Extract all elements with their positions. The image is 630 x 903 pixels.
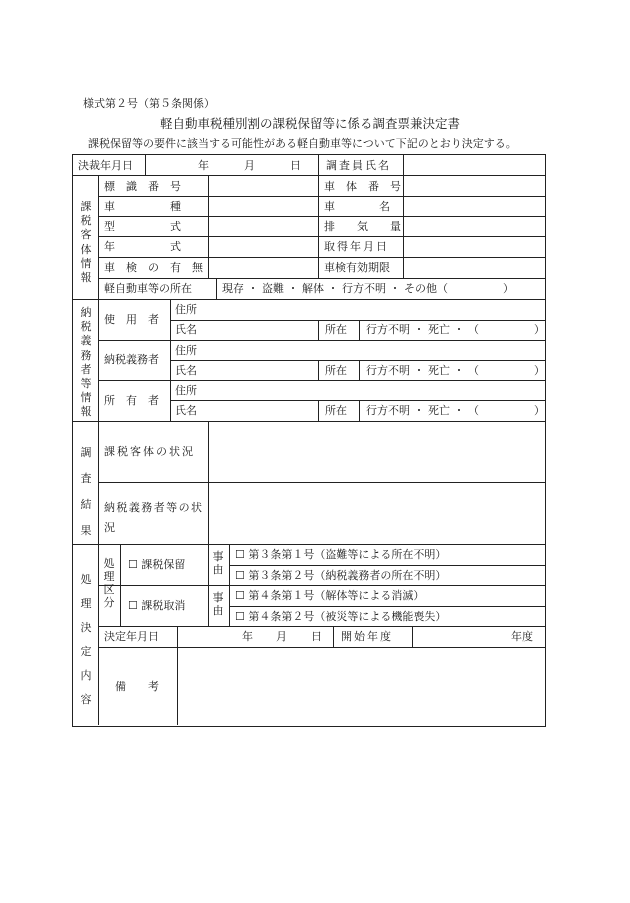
owner-status-options[interactable]: 行方不明 ・ 死亡 ・ （ ）	[366, 404, 545, 417]
processing-month-label: 月	[276, 630, 287, 643]
user-address-label: 住所	[175, 303, 197, 316]
decision-date-label: 決裁年月日	[78, 159, 133, 172]
processing-section-label: 処理決定内容	[80, 573, 92, 706]
year-label: 年	[198, 159, 209, 172]
fiscal-year-label: 年度	[511, 630, 533, 643]
taxpayer-name-label: 氏名	[175, 364, 197, 377]
reason-4-label: 第４条第２号（被災等による機能喪失）	[248, 610, 447, 623]
reason-option-2[interactable]	[235, 569, 446, 582]
reason-option-3[interactable]	[235, 589, 424, 602]
reason-3-label: 第４条第１号（解体等による消滅）	[248, 589, 425, 602]
displacement-label: 排 気 量	[324, 220, 401, 233]
location-label: 軽自動車等の所在	[104, 282, 192, 295]
taxpayer-whereabouts-label: 所在	[325, 364, 347, 377]
reason-1-label: 第３条第１号（盗難等による所在不明）	[248, 548, 447, 561]
survey-section-label: 調査結果	[80, 446, 92, 537]
reason-2-checkbox[interactable]: ☐	[235, 569, 245, 582]
owner-name-label: 氏名	[175, 404, 197, 417]
inspection-label: 車 検 の 有 無	[104, 261, 203, 274]
year-type-label: 年 式	[104, 240, 181, 253]
tax-hold-checkbox[interactable]: ☐	[128, 558, 138, 571]
user-whereabouts-label: 所在	[325, 323, 347, 336]
taxpayer-status-label: 納税義務者等の状況	[104, 501, 202, 534]
reason-option-1[interactable]	[235, 548, 446, 561]
vehicle-kind-label: 車 種	[104, 200, 181, 213]
hold-reason-label: 事由	[212, 550, 224, 576]
day-label: 日	[290, 159, 301, 172]
cancel-reason-label: 事由	[212, 591, 224, 617]
object-status-field[interactable]	[210, 423, 544, 481]
location-options[interactable]: 現存 ・ 盗難 ・ 解体 ・ 行方不明 ・ その他（ ）	[222, 282, 514, 295]
tax-hold-label: 課税保留	[141, 558, 186, 571]
remarks-field[interactable]	[179, 649, 544, 724]
page-subtitle: 課税保留等の要件に該当する可能性がある軽自動車等について下記のとおり決定する。	[88, 137, 517, 150]
reason-1-checkbox[interactable]: ☐	[235, 548, 245, 561]
owner-address-label: 住所	[175, 384, 197, 397]
reason-3-checkbox[interactable]: ☐	[235, 589, 245, 602]
form-number: 様式第２号（第５条関係）	[83, 97, 215, 110]
taxpayer-address-label: 住所	[175, 344, 197, 357]
body-number-label: 車 体 番 号	[324, 180, 401, 193]
inspection-expiry-label: 車検有効期限	[324, 261, 390, 274]
processing-decision-date-label: 決定年月日	[104, 630, 159, 643]
sign-number-label: 標 識 番 号	[104, 180, 181, 193]
category-label: 処理区分	[103, 557, 115, 609]
investigator-label: 調査員氏名	[326, 159, 391, 172]
object-status-label: 課税客体の状況	[104, 445, 195, 458]
processing-day-label: 日	[311, 630, 322, 643]
investigator-name-field[interactable]	[405, 156, 543, 174]
processing-year-label: 年	[242, 630, 253, 643]
tax-cancel-checkbox[interactable]: ☐	[128, 599, 138, 612]
tax-cancel-label: 課税取消	[141, 599, 186, 612]
month-label: 月	[244, 159, 255, 172]
vehicle-section-label: 課税客体情報	[80, 200, 92, 285]
reason-4-checkbox[interactable]: ☐	[235, 610, 245, 623]
taxpayer-status-field[interactable]	[210, 484, 544, 543]
tax-cancel-option[interactable]	[128, 599, 185, 612]
owner-whereabouts-label: 所在	[325, 404, 347, 417]
start-year-label: 開始年度	[341, 630, 393, 643]
user-name-label: 氏名	[175, 323, 197, 336]
tax-hold-option[interactable]	[128, 558, 185, 571]
user-label: 使 用 者	[104, 313, 159, 326]
taxpayer-status-options[interactable]: 行方不明 ・ 死亡 ・ （ ）	[366, 364, 545, 377]
remarks-label: 備 考	[115, 680, 159, 693]
user-status-options[interactable]: 行方不明 ・ 死亡 ・ （ ）	[366, 323, 545, 336]
page-title: 軽自動車税種別割の課税保留等に係る調査票兼決定書	[160, 116, 461, 131]
vehicle-name-label: 車 名	[324, 200, 390, 213]
owner-label: 所 有 者	[104, 394, 159, 407]
reason-2-label: 第３条第２号（納税義務者の所在不明）	[248, 569, 447, 582]
reason-option-4[interactable]	[235, 610, 446, 623]
taxpayer-label: 納税義務者	[104, 353, 159, 366]
model-label: 型 式	[104, 220, 181, 233]
acquired-date-label: 取得年月日	[324, 240, 389, 253]
taxpayer-section-label: 納税義務者等情報	[80, 306, 92, 419]
